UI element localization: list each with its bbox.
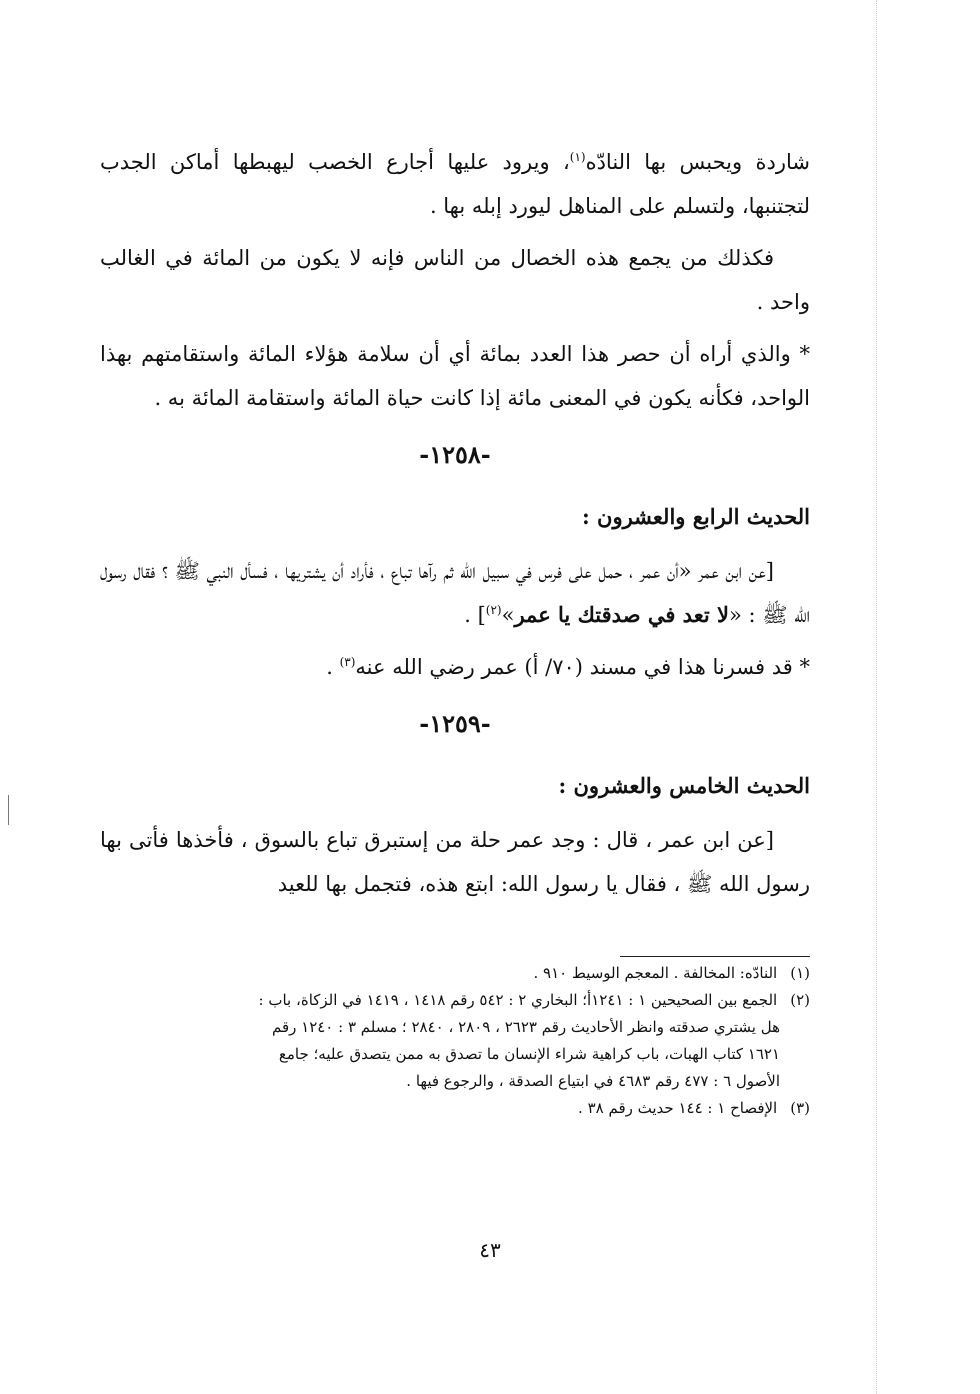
paragraph-4-quote-close: » bbox=[501, 603, 515, 627]
paragraph-1-text: شاردة ويحبس بها النادّه bbox=[585, 150, 810, 174]
footnote-3-text: الإفصاح ١ : ١٤٤ حديث رقم ٣٨ . bbox=[578, 1099, 778, 1117]
footnotes bbox=[100, 960, 810, 1122]
footnote-1-text: النادّه: المخالفة . المعجم الوسيط ٩١٠ . bbox=[533, 964, 778, 982]
footnote-ref-1: (١) bbox=[569, 150, 586, 164]
footnote-2-line-4: الأصول ٦ : ٤٧٧ رقم ٤٦٨٣ في ابتياع الصدقة ، والرجوع فيها . bbox=[406, 1072, 780, 1090]
paragraph-4-text: [عن ابن عمر «أن عمر ، حمل على فرس في سبيل الله ثم رآها تباع ، فأراد أن يشتريها ، فسأل النبي ﷺ ؟ فقال رسول الله ﷺ : « bbox=[100, 559, 810, 627]
page-number: ٤٣ bbox=[479, 1238, 501, 1262]
footnote-2-line-1: الجمع بين الصحيحين ١ : ١٢٤١أ؛ البخاري ٢ : ٥٤٢ رقم ١٤١٨ ، ١٤١٩ في الزكاة، باب : bbox=[258, 991, 778, 1009]
paragraph-5 bbox=[100, 645, 810, 689]
heading-hadith-24: الحديث الرابع والعشرون : bbox=[581, 504, 810, 529]
paragraph-5-end: . bbox=[326, 655, 340, 679]
paragraph-6: [عن ابن عمر ، قال : وجد عمر حلة من إستبرق تباع بالسوق ، فأخذها فأتى بها رسول الله ﷺ ، فقال يا رسول الله: ابتع هذه، فتجمل بها للعيد bbox=[100, 828, 810, 896]
footnote-2 bbox=[100, 987, 810, 1014]
footnote-2-number: (٢) bbox=[790, 991, 810, 1009]
footnote-separator bbox=[620, 956, 810, 957]
paragraph-5-text: * قد فسرنا هذا في مسند (٧٠/ أ) عمر رضي الله عنه bbox=[355, 655, 810, 679]
margin-mark bbox=[8, 795, 9, 825]
footnote-3-number: (٣) bbox=[790, 1099, 810, 1117]
hadith-number-1259: -١٢٥٩- bbox=[419, 709, 491, 738]
margin-dotted-line bbox=[876, 0, 877, 1394]
paragraph-1-rest: ، ويرود عليها أجارع الخصب ليهبطها أماكن الجدب لتجتنبها، ولتسلم على المناهل ليورد إبله بها . bbox=[100, 150, 810, 218]
paragraph-2: فكذلك من يجمع هذه الخصال من الناس فإنه لا يكون من المائة في الغالب واحد . bbox=[100, 246, 810, 314]
footnote-1-number: (١) bbox=[790, 964, 810, 982]
page-body bbox=[100, 140, 810, 914]
footnote-ref-2: (٢) bbox=[485, 603, 502, 617]
heading-hadith-25: الحديث الخامس والعشرون : bbox=[558, 773, 810, 798]
footnote-1 bbox=[100, 960, 810, 987]
footnote-2-line-3: ١٦٢١ كتاب الهبات، باب كراهية شراء الإنسان ما تصدق به ممن يتصدق عليه؛ جامع bbox=[278, 1045, 780, 1063]
paragraph-4-bold: لا تعد في صدقتك يا عمر bbox=[514, 602, 729, 627]
footnote-ref-3: (٣) bbox=[339, 655, 356, 669]
paragraph-3: * والذي أراه أن حصر هذا العدد بمائة أي أن سلامة هؤلاء المائة واستقامتهم بهذا الواحد، فكأنه يكون في المعنى مائة إذا كانت حياة المائة واستقامة المائة به . bbox=[100, 342, 810, 410]
paragraph-4-end: ] . bbox=[464, 603, 486, 627]
paragraph-4 bbox=[100, 549, 810, 637]
footnote-2-line-2: هل يشتري صدقته وانظر الأحاديث رقم ٢٦٢٣ ، ٢٨٠٩ ، ٢٨٤٠ ؛ مسلم ٣ : ١٢٤٠ رقم bbox=[271, 1018, 780, 1036]
hadith-number-1258: -١٢٥٨- bbox=[419, 440, 491, 469]
footnote-3 bbox=[100, 1095, 810, 1122]
paragraph-1 bbox=[100, 140, 810, 228]
